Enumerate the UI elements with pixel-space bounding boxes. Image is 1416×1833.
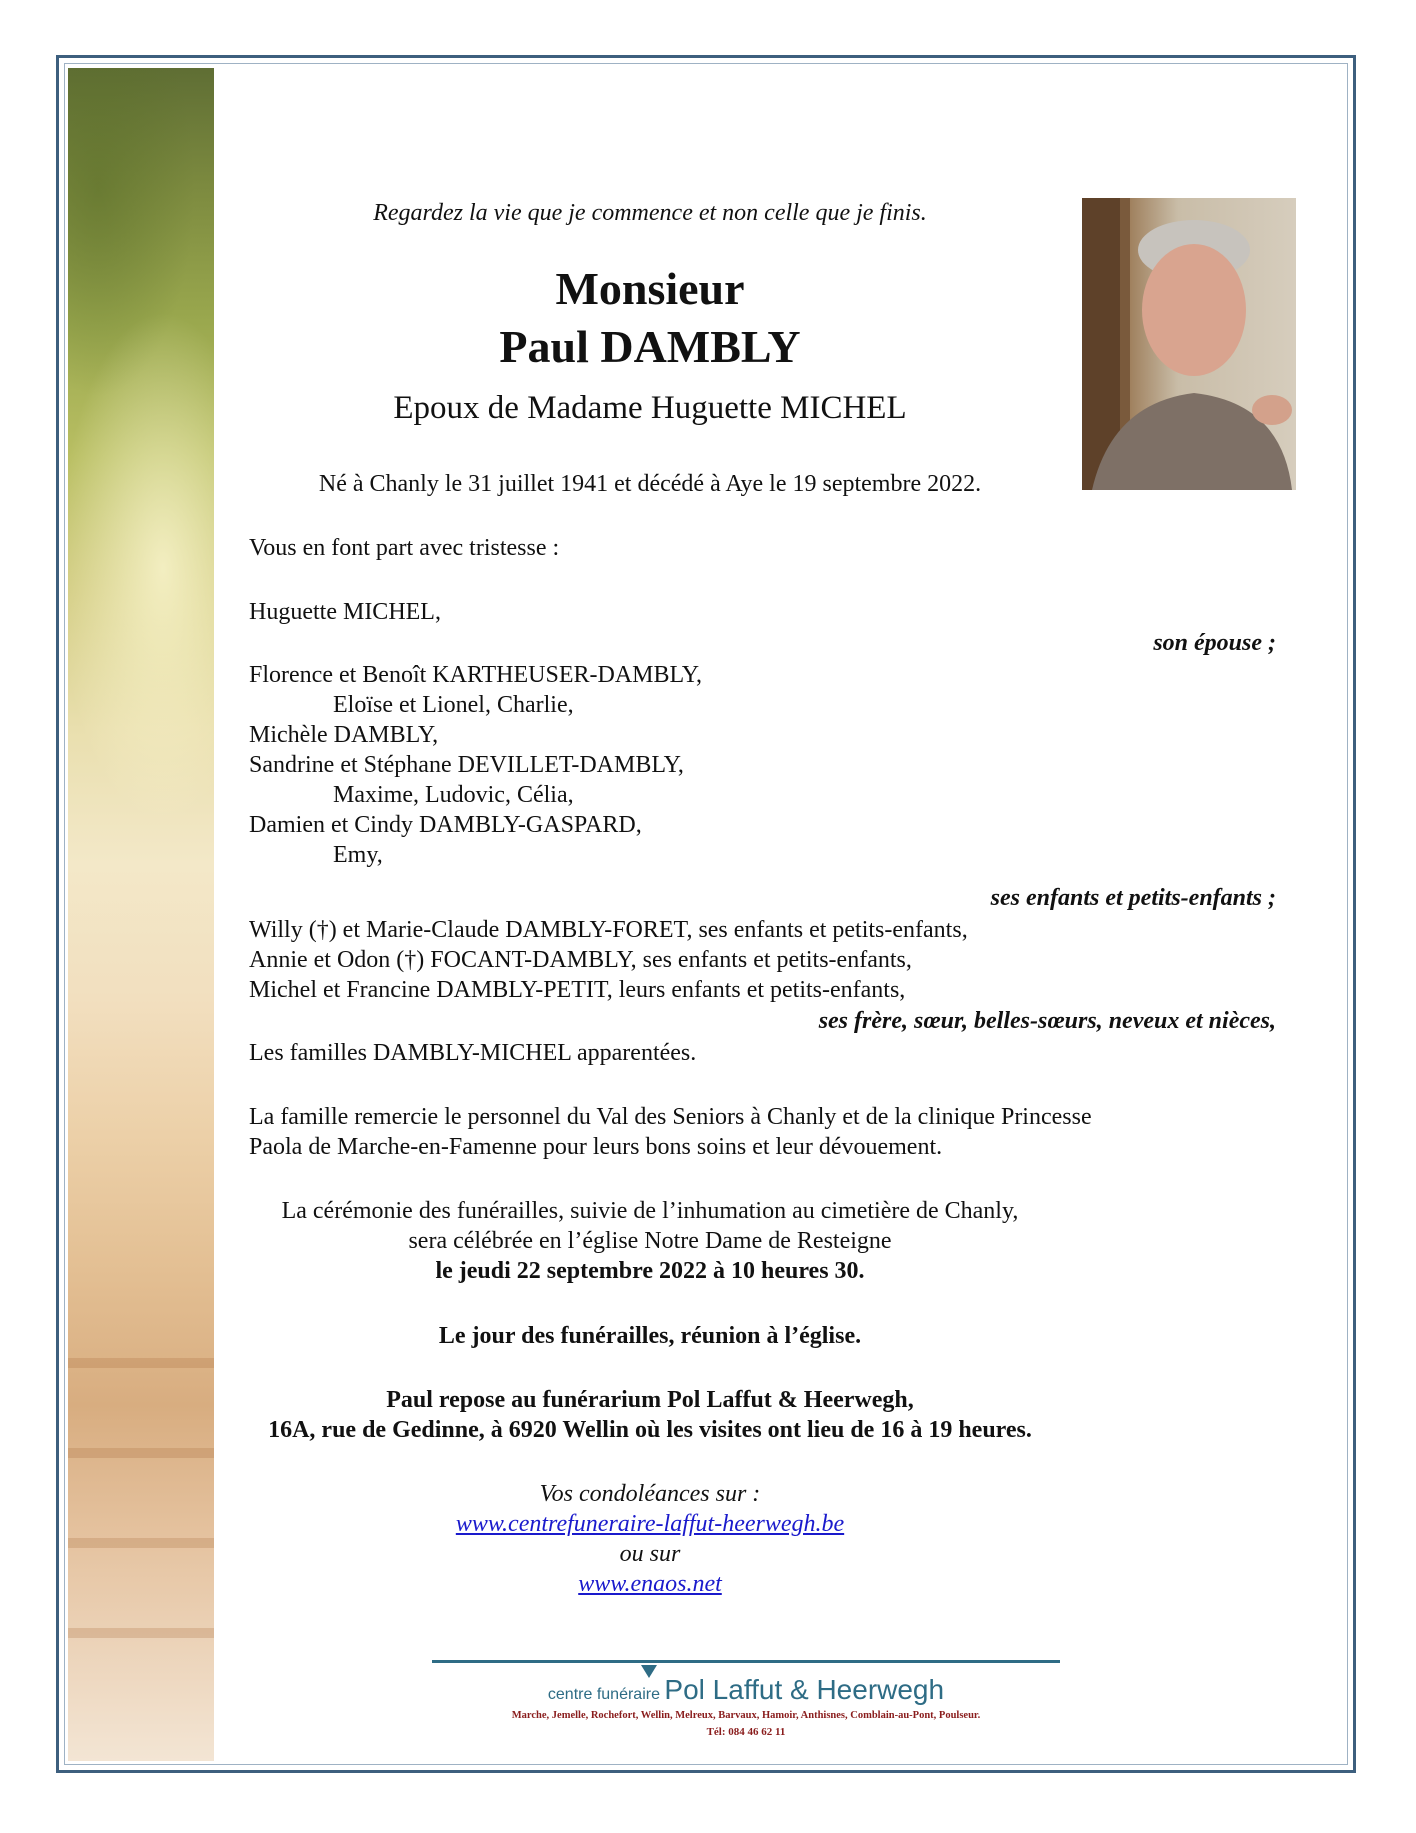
condolences-link-enaos[interactable]: www.enaos.net — [578, 1571, 722, 1597]
resting-place: Paul repose au funérarium Pol Laffut & Heerwegh, — [386, 1387, 914, 1413]
resting-address: 16A, rue de Gedinne, à 6920 Wellin où les visites ont lieu de 16 à 19 heures. — [268, 1417, 1032, 1443]
family-member: Emy, — [333, 842, 383, 868]
thanks-line: Paola de Marche-en-Famenne pour leurs bons soins et leur dévouement. — [249, 1134, 943, 1160]
related-families: Les familles DAMBLY-MICHEL apparentées. — [249, 1040, 697, 1066]
condolences-link-laffut[interactable]: www.centrefuneraire-laffut-heerwegh.be — [455, 1511, 845, 1537]
funeral-home-logo — [432, 1673, 1060, 1712]
opening-quote: Regardez la vie que je commence et non celle que je finis. — [373, 200, 927, 226]
logo-locations: Marche, Jemelle, Rochefort, Wellin, Melreux, Barvaux, Hamoir, Anthisnes, Comblain-au-Pont, Poulseur. — [511, 1710, 981, 1721]
meeting-note: Le jour des funérailles, réunion à l’église. — [438, 1323, 862, 1349]
spouse-line: Epoux de Madame Huguette MICHEL — [393, 390, 907, 426]
portrait-photo — [1082, 198, 1296, 490]
ceremony-church: sera célébrée en l’église Notre Dame de Resteigne — [408, 1228, 892, 1254]
logo-brand: Pol Laffut & Heerwegh — [664, 1674, 945, 1705]
family-member: Michèle DAMBLY, — [249, 722, 439, 748]
logo-prefix: centre funéraire — [547, 1686, 660, 1703]
condolences-or: ou sur — [619, 1541, 681, 1567]
ceremony-line: La cérémonie des funérailles, suivie de l’inhumation au cimetière de Chanly, — [281, 1198, 1019, 1224]
ceremony-date: le jeudi 22 septembre 2022 à 10 heures 30. — [435, 1258, 865, 1284]
birth-death-dates: Né à Chanly le 31 juillet 1941 et décédé à Aye le 19 septembre 2022. — [318, 471, 982, 497]
logo-phone: Tél: 084 46 62 11 — [706, 1726, 786, 1738]
family-member: Sandrine et Stéphane DEVILLET-DAMBLY, — [249, 752, 684, 778]
forest-path-image — [68, 68, 214, 1761]
family-member: Damien et Cindy DAMBLY-GASPARD, — [249, 812, 642, 838]
spouse-name: Huguette MICHEL, — [249, 599, 441, 625]
children-role: ses enfants et petits-enfants ; — [990, 885, 1276, 911]
sibling-line: Willy (†) et Marie-Claude DAMBLY-FORET, ses enfants et petits-enfants, — [249, 917, 968, 943]
logo-divider — [432, 1660, 1060, 1663]
sibling-line: Annie et Odon (†) FOCANT-DAMBLY, ses enfants et petits-enfants, — [249, 947, 912, 973]
deceased-name: Paul DAMBLY — [499, 321, 801, 372]
thanks-line: La famille remercie le personnel du Val des Seniors à Chanly et de la clinique Princesse — [249, 1104, 1092, 1130]
condolences-label: Vos condoléances sur : — [539, 1481, 761, 1507]
family-member: Maxime, Ludovic, Célia, — [333, 782, 574, 808]
spouse-role: son épouse ; — [1153, 630, 1276, 656]
family-member: Eloïse et Lionel, Charlie, — [333, 692, 574, 718]
siblings-role: ses frère, sœur, belles-sœurs, neveux et nièces, — [818, 1008, 1276, 1034]
announcement-intro: Vous en font part avec tristesse : — [249, 535, 560, 561]
honorific-title: Monsieur — [555, 263, 745, 314]
family-member: Florence et Benoît KARTHEUSER-DAMBLY, — [249, 662, 703, 688]
sibling-line: Michel et Francine DAMBLY-PETIT, leurs enfants et petits-enfants, — [249, 977, 906, 1003]
